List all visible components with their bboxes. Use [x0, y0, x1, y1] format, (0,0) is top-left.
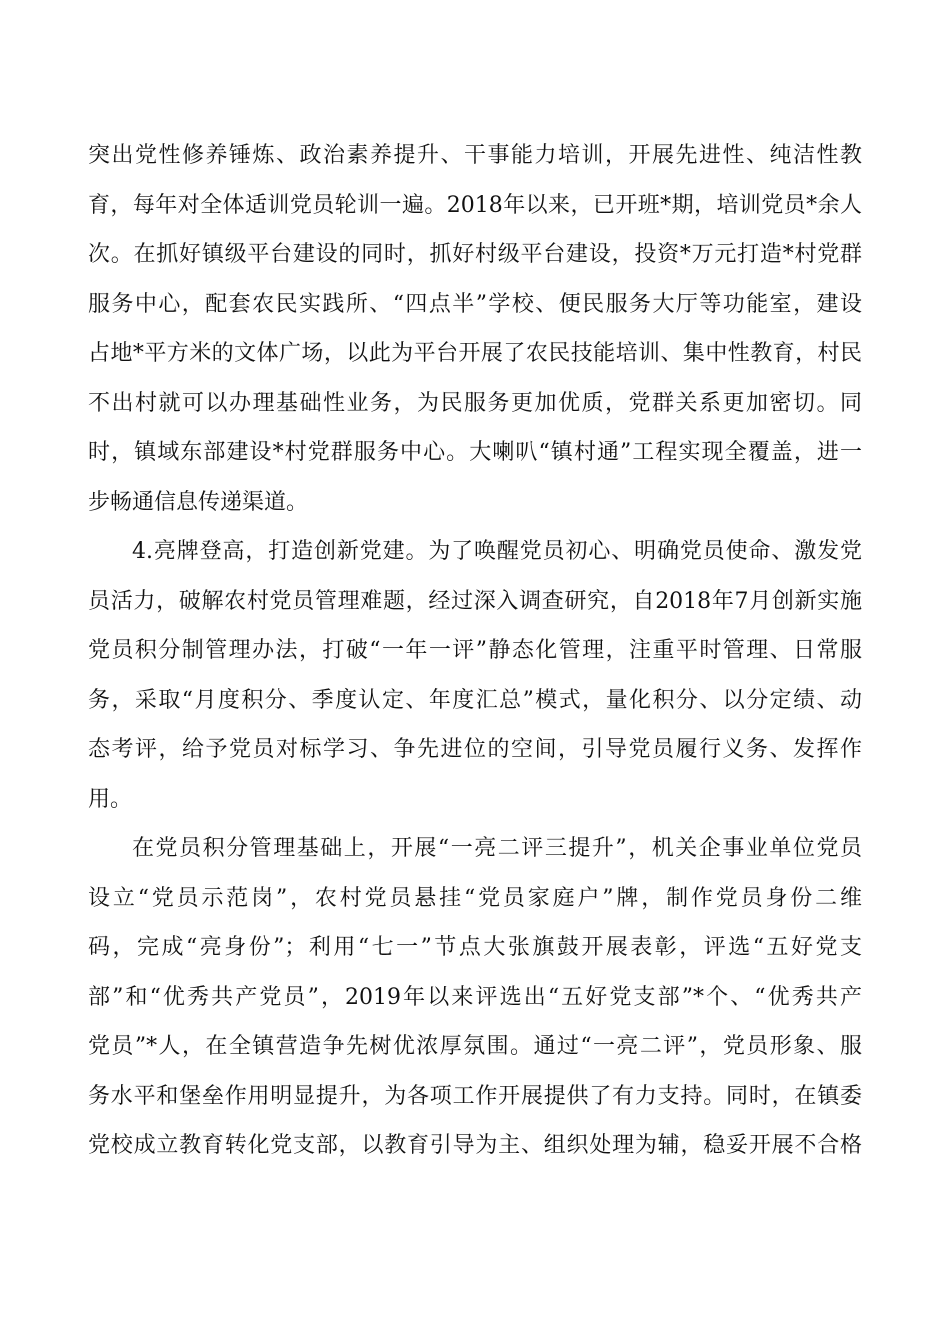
text-line: 时，镇域东部建设*村党群服务中心。大喇叭“镇村通”工程实现全覆盖，进一 — [88, 440, 862, 465]
text-line: 务，采取“月度积分、季度认定、年度汇总”模式，量化积分、以分定绩、动 — [88, 687, 862, 713]
text-line: 态考评，给予党员对标学习、争先进位的空间，引导党员履行义务、发挥作 — [88, 737, 862, 762]
document-page — [88, 131, 862, 1171]
text-line: 党校成立教育转化党支部，以教育引导为主、组织处理为辅，稳妥开展不合格 — [88, 1133, 862, 1158]
text-line: 在党员积分管理基础上，开展“一亮二评三提升”，机关企事业单位党员 — [132, 836, 862, 861]
text-line: 码，完成“亮身份”；利用“七一”节点大张旗鼓开展表彰，评选“五好党支 — [88, 935, 862, 960]
text-line: 育，每年对全体适训党员轮训一遍。2018年以来，已开班*期，培训党员*余人 — [88, 192, 862, 218]
paragraph-platform-building — [88, 131, 862, 527]
text-line: 次。在抓好镇级平台建设的同时，抓好村级平台建设，投资*万元打造*村党群 — [88, 242, 862, 267]
paragraph-points-management — [88, 824, 862, 1171]
text-line: 党员积分制管理办法，打破“一年一评”静态化管理，注重平时管理、日常服 — [88, 638, 862, 663]
text-line: 员活力，破解农村党员管理难题，经过深入调查研究，自2018年7月创新实施 — [88, 588, 862, 614]
text-line: 部”和“优秀共产党员”，2019年以来评选出“五好党支部”*个、“优秀共产 — [88, 984, 862, 1010]
text-line: 4.亮牌登高，打造创新党建。为了唤醒党员初心、明确党员使命、激发党 — [132, 539, 862, 564]
text-line: 用。 — [88, 786, 133, 812]
text-line: 党员”*人，在全镇营造争先树优浓厚氛围。通过“一亮二评”，党员形象、服 — [88, 1034, 862, 1059]
text-line: 不出村就可以办理基础性业务，为民服务更加优质，党群关系更加密切。同 — [88, 390, 862, 416]
text-line: 步畅通信息传递渠道。 — [88, 489, 309, 515]
text-line: 突出党性修养锤炼、政治素养提升、干事能力培训，开展先进性、纯洁性教 — [88, 143, 862, 168]
text-line: 设立“党员示范岗”，农村党员悬挂“党员家庭户”牌，制作党员身份二维 — [88, 885, 862, 911]
text-line: 占地*平方米的文体广场，以此为平台开展了农民技能培训、集中性教育，村民 — [88, 341, 862, 366]
text-line: 务水平和堡垒作用明显提升，为各项工作开展提供了有力支持。同时，在镇委 — [88, 1083, 862, 1109]
paragraph-innovative-party-building — [88, 527, 862, 824]
text-line: 服务中心，配套农民实践所、“四点半”学校、便民服务大厅等功能室，建设 — [88, 291, 862, 317]
